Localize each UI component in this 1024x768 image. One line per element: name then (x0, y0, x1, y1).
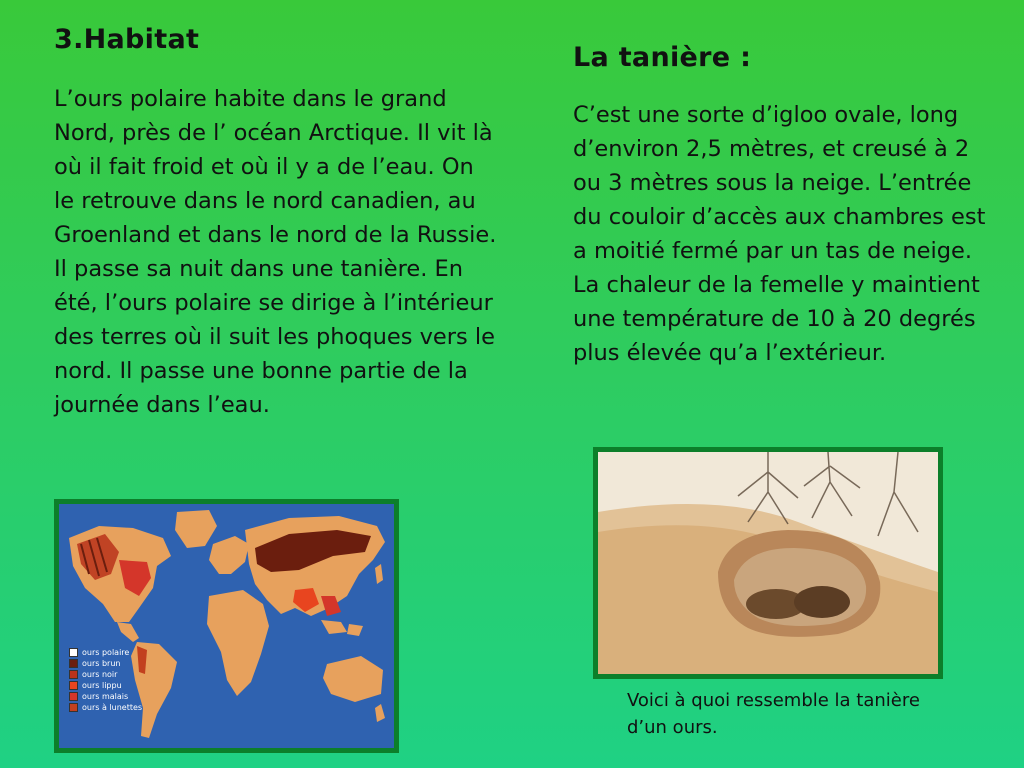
den-image (598, 452, 938, 674)
map-legend (69, 647, 142, 713)
legend-swatch-spectacled (69, 703, 78, 712)
habitat-title: 3.Habitat (54, 24, 200, 55)
legend-swatch-brown (69, 659, 78, 668)
legend-label-sloth: ours lippu (82, 681, 122, 690)
legend-item-sun (69, 691, 142, 702)
legend-swatch-sloth (69, 681, 78, 690)
den-title: La tanière : (573, 42, 752, 73)
legend-label-sun: ours malais (82, 692, 129, 701)
legend-label-black: ours noir (82, 670, 118, 679)
legend-item-polar (69, 647, 142, 658)
legend-label-brown: ours brun (82, 659, 121, 668)
legend-label-polar: ours polaire (82, 648, 130, 657)
bear-distribution-map (54, 499, 399, 753)
legend-item-brown (69, 658, 142, 669)
legend-label-spectacled: ours à lunettes (82, 703, 143, 712)
den-illustration (593, 447, 943, 679)
den-paragraph: C’est une sorte d’igloo ovale, long d’environ 2,5 mètres, et creusé à 2 ou 3 mètres sous la neige. L’entrée du couloir d’accès aux chambres est a moitié fermé par un tas de neige. La chaleur de la femelle y maintient une température de 10 à 20 degrés plus élevée qu’a l’extérieur. (573, 102, 986, 366)
legend-swatch-black (69, 670, 78, 679)
legend-swatch-polar (69, 648, 78, 657)
legend-item-black (69, 669, 142, 680)
habitat-paragraph: L’ours polaire habite dans le grand Nord, près de l’ océan Arctique. Il vit là où il fait froid et où il y a de l’eau. On le retrouve dans le nord canadien, au Groenland et dans le nord de la Russie. Il passe sa nuit dans une tanière. En été, l’ours polaire se dirige à l’intérieur des terres où il suit les phoques vers le nord. Il passe une bonne partie de la journée dans l’eau. (54, 86, 497, 418)
legend-item-spectacled (69, 702, 142, 713)
legend-swatch-sun (69, 692, 78, 701)
legend-item-sloth (69, 680, 142, 691)
den-caption: Voici à quoi ressemble la tanière d’un ours. (627, 690, 920, 738)
